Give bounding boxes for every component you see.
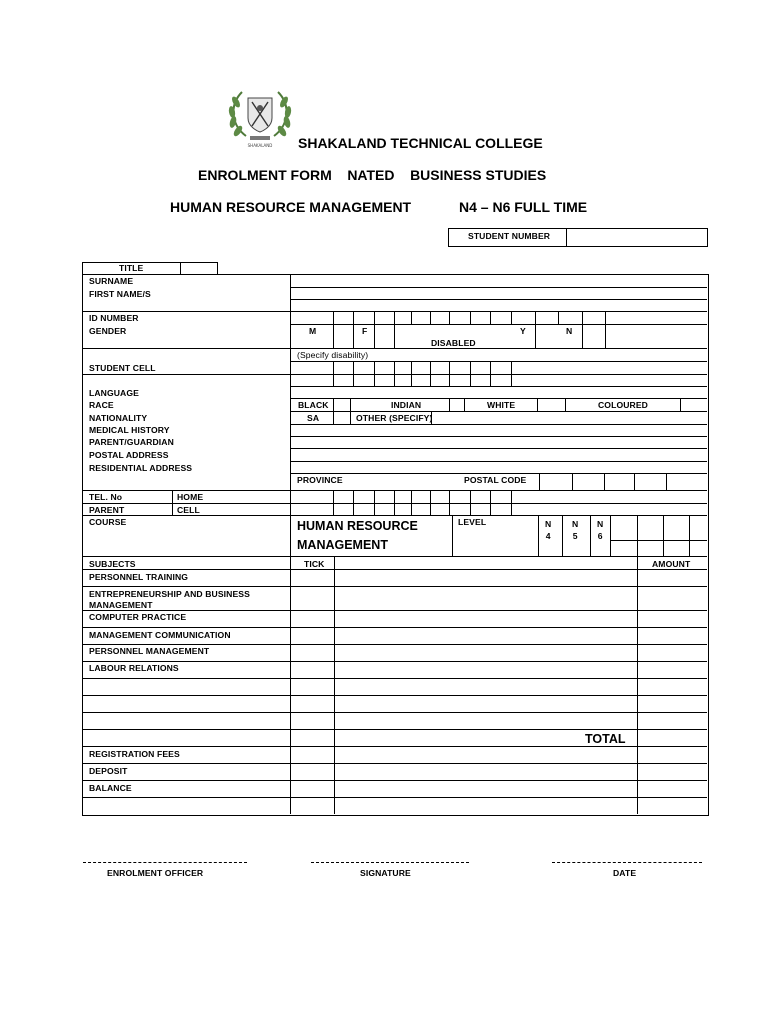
amount-header: AMOUNT [652, 559, 691, 569]
tick-header: TICK [304, 559, 325, 569]
title-label: TITLE [119, 263, 144, 273]
course-name-line1: HUMAN RESOURCE [297, 519, 418, 533]
date-line[interactable] [552, 862, 702, 863]
level-label: LEVEL [458, 517, 487, 527]
postal-address-label: POSTAL ADDRESS [89, 450, 169, 460]
first-names-label: FIRST NAME/S [89, 289, 151, 299]
course-label: COURSE [89, 517, 127, 527]
nationality-label: NATIONALITY [89, 413, 148, 423]
subject-management-communication: MANAGEMENT COMMUNICATION [89, 630, 231, 640]
subjects-header: SUBJECTS [89, 559, 136, 569]
deposit-label: DEPOSIT [89, 766, 128, 776]
race-black-option[interactable]: BLACK [298, 400, 329, 410]
svg-text:SHAKALAND: SHAKALAND [247, 143, 273, 148]
medical-history-label: MEDICAL HISTORY [89, 425, 170, 435]
college-logo [224, 84, 296, 150]
residential-address-input[interactable] [291, 462, 706, 473]
enrolment-officer-line[interactable] [83, 862, 247, 863]
balance-label: BALANCE [89, 783, 132, 793]
title-input[interactable] [181, 263, 216, 274]
gender-f-option[interactable]: F [362, 326, 368, 336]
first-names-input[interactable] [291, 288, 706, 299]
subject-entrepreneurship-line1: ENTREPRENEURSHIP AND BUSINESS [89, 589, 250, 599]
tick-column[interactable] [291, 570, 334, 680]
residential-address-label: RESIDENTIAL ADDRESS [89, 463, 193, 473]
race-white-option[interactable]: WHITE [487, 400, 516, 410]
postal-address-input[interactable] [291, 449, 706, 461]
course-heading-right: N4 – N6 FULL TIME [459, 199, 588, 215]
province-input[interactable] [346, 474, 456, 489]
enrolment-officer-label: ENROLMENT OFFICER [107, 868, 204, 878]
parent-guardian-label: PARENT/GUARDIAN [89, 437, 174, 447]
level-n5-option[interactable]: N 5 [572, 519, 579, 541]
province-label: PROVINCE [297, 475, 343, 485]
home-label: HOME [177, 492, 204, 502]
postal-code-label: POSTAL CODE [464, 475, 527, 485]
level-n6-option[interactable]: N 6 [597, 519, 604, 541]
level-n4-option[interactable]: N 4 [545, 519, 552, 541]
registration-fees-label: REGISTRATION FEES [89, 749, 180, 759]
course-heading-left: HUMAN RESOURCE MANAGEMENT [170, 199, 412, 215]
subject-labour-relations: LABOUR RELATIONS [89, 663, 179, 673]
cell-label: CELL [177, 505, 200, 515]
subject-computer-practice: COMPUTER PRACTICE [89, 612, 187, 622]
signature-line[interactable] [311, 862, 469, 863]
id-number-label: ID NUMBER [89, 313, 139, 323]
college-name: SHAKALAND TECHNICAL COLLEGE [298, 135, 543, 151]
postal-code-boxes[interactable] [540, 474, 666, 489]
disabled-label: DISABLED [431, 338, 476, 348]
race-label: RACE [89, 400, 114, 410]
specify-disability-label: (Specify disability) [297, 350, 369, 360]
parent-guardian-input[interactable] [291, 437, 706, 448]
student-number-input[interactable] [568, 229, 705, 245]
disabled-yes-option[interactable]: Y [520, 326, 526, 336]
surname-label: SURNAME [89, 276, 134, 286]
nationality-sa-option[interactable]: SA [307, 413, 320, 423]
surname-input[interactable] [291, 275, 706, 287]
total-label: TOTAL [585, 732, 626, 746]
medical-history-input[interactable] [291, 425, 706, 436]
disabled-no-option[interactable]: N [566, 326, 573, 336]
wreath-emblem-icon [224, 84, 296, 150]
course-name-line2: MANAGEMENT [297, 538, 388, 552]
parent-label: PARENT [89, 505, 125, 515]
tel-no-label: TEL. No [89, 492, 123, 502]
gender-m-option[interactable]: M [309, 326, 317, 336]
language-label: LANGUAGE [89, 388, 139, 398]
student-cell-label: STUDENT CELL [89, 363, 156, 373]
subject-entrepreneurship-line2: MANAGEMENT [89, 600, 153, 610]
amount-column[interactable] [638, 570, 706, 730]
race-coloured-option[interactable]: COLOURED [598, 400, 648, 410]
student-number-label: STUDENT NUMBER [468, 231, 551, 241]
race-indian-option[interactable]: INDIAN [391, 400, 422, 410]
gender-label: GENDER [89, 326, 127, 336]
subject-personnel-management: PERSONNEL MANAGEMENT [89, 646, 210, 656]
subject-personnel-training: PERSONNEL TRAINING [89, 572, 189, 582]
total-amount[interactable] [638, 730, 706, 746]
signature-label: SIGNATURE [360, 868, 411, 878]
date-label: DATE [613, 868, 637, 878]
nationality-other-option[interactable]: OTHER (SPECIFY) [356, 413, 433, 423]
form-title: ENROLMENT FORM NATED BUSINESS STUDIES [198, 167, 547, 183]
